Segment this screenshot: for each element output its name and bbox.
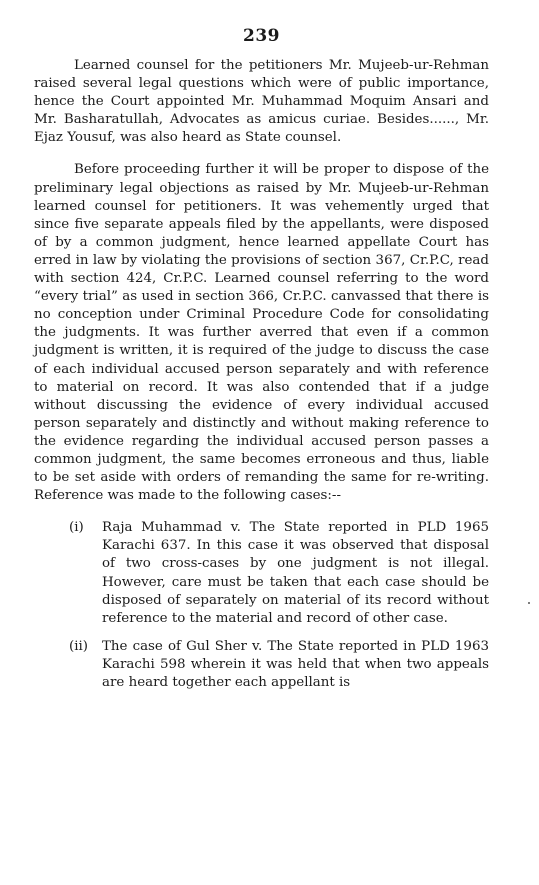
case-text: The case of Gul Sher v. The State reported in PLD 1963 Karachi 598 wherein it was held that when two appeals are heard together each appellant is [102, 638, 489, 690]
page-number: 239 [243, 26, 280, 46]
case-item [69, 519, 489, 628]
paragraph-counsel-submissions: Learned counsel for the petitioners Mr. Mujeeb-ur-Rehman raised several legal questions which were of public importance, hence the Court appointed Mr. Muhammad Moquim Ansari and Mr. Basharatullah, Advocates as amicus curiae. Besides......, Mr. Ejaz Yousuf, was also heard as State counsel. [34, 58, 489, 146]
case-text: Raja Muhammad v. The State reported in PLD 1965 Karachi 637. In this case it was observed that disposal of two cross-cases by one judgment is not illegal. However, care must be taken that each case should be disposed of separately on material of its record without reference to the material and record of other case. [102, 520, 489, 626]
case-number: (ii) [69, 638, 89, 654]
paragraph-preliminary-objections: Before proceeding further it will be proper to dispose of the preliminary legal objections as raised by Mr. Mujeeb-ur-Rehman learned counsel for petitioners. It was vehemently urged that since five separate appeals filed by the appellants, were disposed of by a common judgment, hence learned appellate Court has erred in law by violating the provisions of section 367, Cr.P.C, read with section 424, Cr.P.C. Learned counsel referring to the word “every trial” as used in section 366, Cr.P.C. canvassed that there is no conception under Criminal Procedure Code for consolidating the judgments. It was further averred that even if a common judgment is written, it is required of the judge to discuss the case of each individual accused person separately and with reference to material on record. It was also contended that if a judge without discussing the evidence of every individual accused person separately and distinctly and without making reference to the evidence regarding the individual accused person passes a common judgment, the same becomes erroneous and thus, liable to be set aside with orders of remanding the same for re-writing. Reference was made to the following cases:-- [34, 162, 489, 504]
document-page [34, 26, 489, 702]
scan-speck [528, 602, 530, 604]
case-number: (i) [69, 520, 84, 536]
case-item [69, 638, 489, 692]
